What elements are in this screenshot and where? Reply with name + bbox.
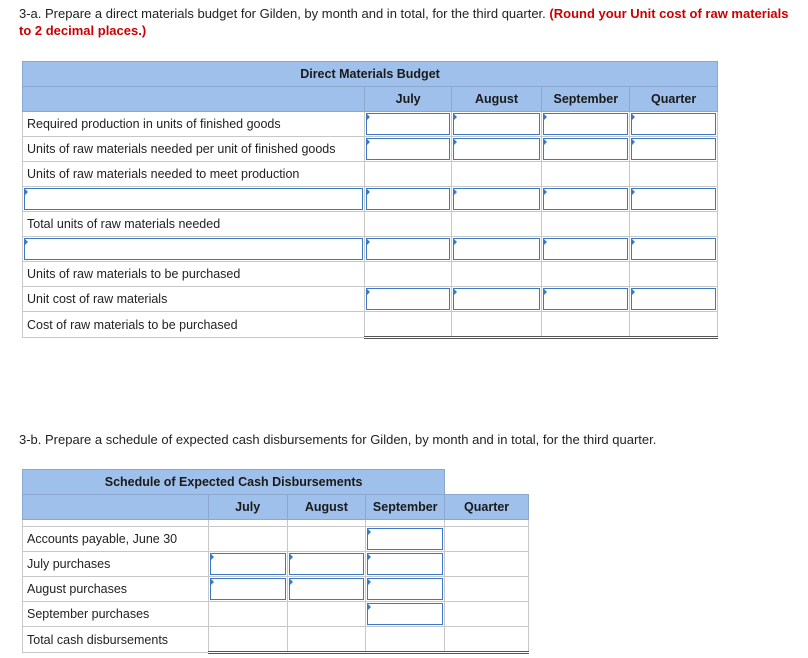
september-cell	[542, 162, 630, 187]
september-input[interactable]	[366, 602, 445, 627]
quarter-input[interactable]	[630, 237, 718, 262]
august-cell	[451, 212, 542, 237]
july-cell	[364, 212, 451, 237]
budget-row	[23, 312, 718, 338]
budget-row	[23, 162, 718, 187]
schedule-col-september: September	[366, 495, 445, 520]
september-input[interactable]	[366, 577, 445, 602]
july-input[interactable]	[364, 137, 451, 162]
september-cell	[542, 262, 630, 287]
quarter-cell	[445, 602, 529, 627]
row-label: Accounts payable, June 30	[23, 527, 209, 552]
budget-row	[23, 237, 718, 262]
budget-row	[23, 137, 718, 162]
july-input[interactable]	[364, 287, 451, 312]
quarter-cell	[630, 262, 718, 287]
question-3a-rounding-note: (Round your Unit cost of raw materials to 2 decimal places.)	[19, 6, 789, 38]
july-input[interactable]	[364, 237, 451, 262]
quarter-input[interactable]	[630, 137, 718, 162]
question-3a-instruction	[19, 5, 799, 39]
september-input[interactable]	[542, 137, 630, 162]
budget-row	[23, 187, 718, 212]
budget-col-september: September	[542, 87, 630, 112]
budget-title: Direct Materials Budget	[23, 62, 718, 87]
august-input[interactable]	[451, 287, 542, 312]
august-input[interactable]	[451, 112, 542, 137]
august-input[interactable]	[451, 187, 542, 212]
question-3a-text: 3-a. Prepare a direct materials budget for Gilden, by month and in total, for the third quarter.	[19, 6, 546, 21]
september-input[interactable]	[366, 527, 445, 552]
quarter-cell	[445, 552, 529, 577]
august-total-cell	[287, 627, 366, 653]
september-input[interactable]	[542, 287, 630, 312]
row-label: Units of raw materials to be purchased	[23, 262, 365, 287]
july-cell	[208, 602, 287, 627]
schedule-row	[23, 552, 529, 577]
budget-row	[23, 112, 718, 137]
august-input[interactable]	[451, 137, 542, 162]
quarter-input[interactable]	[630, 287, 718, 312]
august-cell	[451, 162, 542, 187]
quarter-cell	[445, 577, 529, 602]
row-label: Cost of raw materials to be purchased	[23, 312, 365, 338]
quarter-cell	[630, 212, 718, 237]
july-total-cell	[364, 312, 451, 338]
august-cell	[287, 527, 366, 552]
schedule-row	[23, 527, 529, 552]
july-cell	[208, 527, 287, 552]
schedule-row	[23, 602, 529, 627]
budget-header-blank	[23, 87, 365, 112]
august-input[interactable]	[287, 577, 366, 602]
schedule-row	[23, 627, 529, 653]
quarter-input[interactable]	[630, 112, 718, 137]
row-label: September purchases	[23, 602, 209, 627]
august-cell	[451, 262, 542, 287]
september-total-cell	[366, 627, 445, 653]
july-input[interactable]	[364, 187, 451, 212]
direct-materials-budget-table	[22, 61, 718, 339]
row-label: Required production in units of finished goods	[23, 112, 365, 137]
row-label: Total units of raw materials needed	[23, 212, 365, 237]
quarter-cell	[630, 162, 718, 187]
august-cell	[287, 602, 366, 627]
row-label: August purchases	[23, 577, 209, 602]
schedule-header-blank	[23, 495, 209, 520]
row-label: Unit cost of raw materials	[23, 287, 365, 312]
july-cell	[364, 262, 451, 287]
budget-col-july: July	[364, 87, 451, 112]
august-total-cell	[451, 312, 542, 338]
schedule-col-quarter: Quarter	[445, 495, 529, 520]
july-input[interactable]	[208, 577, 287, 602]
schedule-row	[23, 577, 529, 602]
row-label: July purchases	[23, 552, 209, 577]
september-total-cell	[542, 312, 630, 338]
september-input[interactable]	[542, 237, 630, 262]
september-input[interactable]	[542, 112, 630, 137]
quarter-input[interactable]	[630, 187, 718, 212]
july-input[interactable]	[364, 112, 451, 137]
september-cell	[542, 212, 630, 237]
quarter-total-cell	[630, 312, 718, 338]
row-label: Total cash disbursements	[23, 627, 209, 653]
budget-row	[23, 212, 718, 237]
schedule-title: Schedule of Expected Cash Disbursements	[23, 470, 445, 495]
cash-disbursements-table	[22, 469, 529, 654]
row-label: Units of raw materials needed to meet production	[23, 162, 365, 187]
budget-row	[23, 287, 718, 312]
budget-col-quarter: Quarter	[630, 87, 718, 112]
row-label-input[interactable]	[23, 237, 365, 262]
august-input[interactable]	[451, 237, 542, 262]
july-input[interactable]	[208, 552, 287, 577]
schedule-col-july: July	[208, 495, 287, 520]
question-3b-instruction: 3-b. Prepare a schedule of expected cash disbursements for Gilden, by month and in total, for the third quarter.	[19, 432, 657, 447]
budget-row	[23, 262, 718, 287]
schedule-col-august: August	[287, 495, 366, 520]
july-cell	[364, 162, 451, 187]
july-total-cell	[208, 627, 287, 653]
row-label-input[interactable]	[23, 187, 365, 212]
quarter-total-cell	[445, 627, 529, 653]
september-input[interactable]	[542, 187, 630, 212]
september-input[interactable]	[366, 552, 445, 577]
row-label: Units of raw materials needed per unit of finished goods	[23, 137, 365, 162]
august-input[interactable]	[287, 552, 366, 577]
quarter-cell	[445, 527, 529, 552]
budget-col-august: August	[451, 87, 542, 112]
